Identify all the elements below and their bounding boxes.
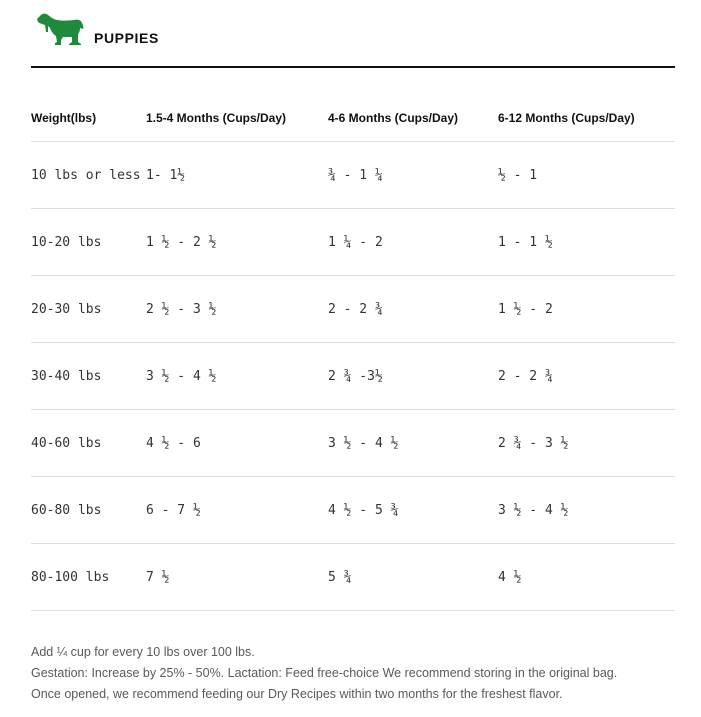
footnote-line: Add ¼ cup for every 10 lbs over 100 lbs. [31,645,255,659]
amount-cell: 4 ½ - 6 [146,410,328,477]
amount-cell: ½ - 1 [498,142,675,209]
amount-cell: 1 ½ - 2 ½ [146,209,328,276]
amount-cell: 1 - 1 ½ [498,209,675,276]
table-row [31,544,675,611]
weight-cell: 40-60 lbs [31,410,146,477]
weight-cell: 30-40 lbs [31,343,146,410]
amount-cell: 4 ½ [498,544,675,611]
amount-cell: 1- 1½ [146,142,328,209]
feeding-table [31,94,675,611]
column-header-4-6-months: 4-6 Months (Cups/Day) [328,94,498,142]
dog-silhouette [37,14,83,45]
amount-cell: ¾ - 1 ¼ [328,142,498,209]
amount-cell: 3 ½ - 4 ½ [146,343,328,410]
table-row [31,142,675,209]
weight-cell: 10 lbs or less [31,142,146,209]
amount-cell: 2 - 2 ¾ [328,276,498,343]
amount-cell: 3 ½ - 4 ½ [498,477,675,544]
table-row [31,477,675,544]
weight-cell: 20-30 lbs [31,276,146,343]
column-header-weight: Weight(lbs) [31,94,146,142]
amount-cell: 5 ¾ [328,544,498,611]
header-divider [31,66,675,68]
table-row [31,343,675,410]
amount-cell: 2 ½ - 3 ½ [146,276,328,343]
table-header-row [31,94,675,142]
amount-cell: 2 ¾ - 3 ½ [498,410,675,477]
amount-cell: 1 ¼ - 2 [328,209,498,276]
weight-cell: 80-100 lbs [31,544,146,611]
amount-cell: 1 ½ - 2 [498,276,675,343]
table-row [31,410,675,477]
weight-cell: 60-80 lbs [31,477,146,544]
weight-cell: 10-20 lbs [31,209,146,276]
section-header [31,12,675,68]
table-row [31,209,675,276]
footnote-line: Once opened, we recommend feeding our Dry Recipes within two months for the freshest flavor. [31,687,563,701]
amount-cell: 3 ½ - 4 ½ [328,410,498,477]
table-row [31,276,675,343]
amount-cell: 2 - 2 ¾ [498,343,675,410]
dog-icon [36,12,86,46]
amount-cell: 4 ½ - 5 ¾ [328,477,498,544]
amount-cell: 6 - 7 ½ [146,477,328,544]
column-header-6-12-months: 6-12 Months (Cups/Day) [498,94,675,142]
page-title: PUPPIES [94,30,159,46]
footnote-line: Gestation: Increase by 25% - 50%. Lactation: Feed free-choice We recommend storing in the original bag. [31,666,618,680]
amount-cell: 7 ½ [146,544,328,611]
amount-cell: 2 ¾ -3½ [328,343,498,410]
footnotes [31,642,681,705]
column-header-1-5-4-months: 1.5-4 Months (Cups/Day) [146,94,328,142]
